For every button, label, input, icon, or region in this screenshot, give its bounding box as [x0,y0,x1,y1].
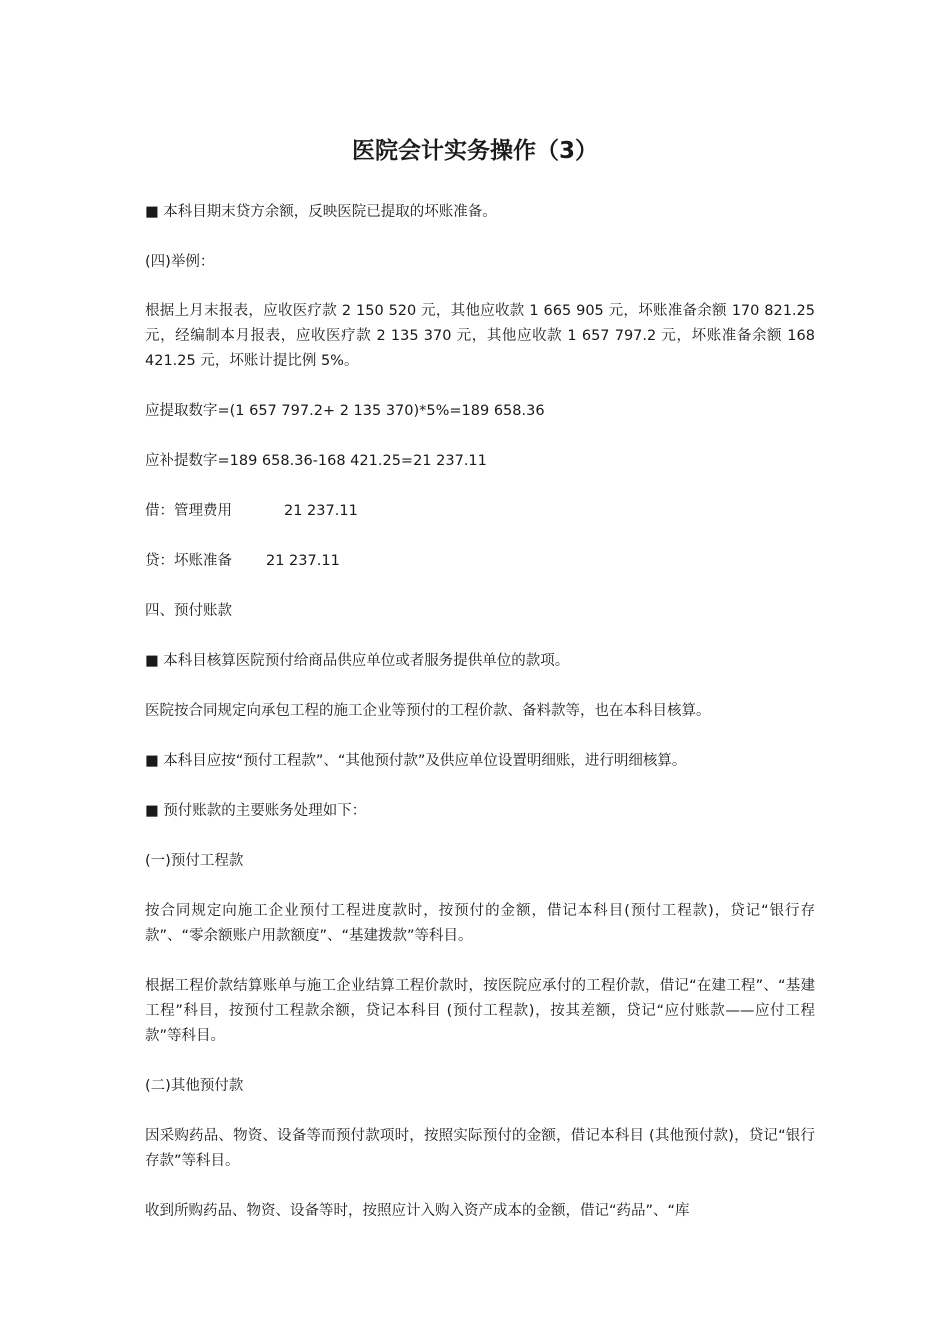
paragraph-main-processing: ■ 预付账款的主要账务处理如下： [145,803,367,819]
credit-amount: 21 237.11 [266,553,340,569]
paragraph-sub-accounts: ■ 本科目应按“预付工程款”、“其他预付款”及供应单位设置明细账，进行明细核算。 [145,753,687,769]
paragraph-prepayments-scope: ■ 本科目核算医院预付给商品供应单位或者服务提供单位的款项。 [145,653,570,669]
debit-amount: 21 237.11 [284,503,358,519]
journal-entry-debit [145,499,815,524]
subheading-other-prepayments: (二)其他预付款 [145,1078,244,1094]
debit-label: 借：管理费用 [145,503,232,519]
section-heading-prepayments: 四、预付账款 [145,603,232,619]
paragraph-settlement: 根据工程价款结算账单与施工企业结算工程价款时，按医院应承付的工程价款，借记“在建工程”、“基建工程”科目，按预付工程款余额，贷记本科目 (预付工程款)，按其差额，贷记“应付账款——应付工程款”等科目。 [145,978,815,1044]
paragraph-progress-payment: 按合同规定向施工企业预付工程进度款时，按预付的金额，借记本科目(预付工程款)，贷记“银行存款”、“零余额账户用款额度”、“基建拨款”等科目。 [145,903,815,944]
subheading-prepaid-construction: (一)预付工程款 [145,853,244,869]
paragraph-example-heading: (四)举例： [145,254,215,270]
paragraph-purchase-prepay: 因采购药品、物资、设备等而预付款项时，按照实际预付的金额，借记本科目 (其他预付款)，贷记“银行存款”等科目。 [145,1128,815,1169]
journal-entry-credit [145,549,815,574]
document-title: 医院会计实务操作（3） [351,138,598,164]
credit-label: 贷：坏账准备 [145,553,232,569]
paragraph-calc-provision: 应提取数字=(1 657 797.2+ 2 135 370)*5%=189 658.36 [145,403,545,419]
paragraph-receipt-of-goods: 收到所购药品、物资、设备等时，按照应计入购入资产成本的金额，借记“药品”、“库 [145,1203,690,1219]
paragraph-example-body: 根据上月末报表，应收医疗款 2 150 520 元，其他应收款 1 665 905 元，坏账准备余额 170 821.25 元，经编制本月报表，应收医疗款 2 135 370 元，其他应收款 1 657 797.2 元，坏账准备余额 168 421.25 元，坏账计提比例 5%。 [145,303,815,369]
paragraph-construction-prepay: 医院按合同规定向承包工程的施工企业等预付的工程价款、备料款等，也在本科目核算。 [145,703,711,719]
paragraph-bad-debt-balance: ■ 本科目期末贷方余额，反映医院已提取的坏账准备。 [145,204,497,220]
paragraph-calc-supplement: 应补提数字=189 658.36-168 421.25=21 237.11 [145,453,487,469]
